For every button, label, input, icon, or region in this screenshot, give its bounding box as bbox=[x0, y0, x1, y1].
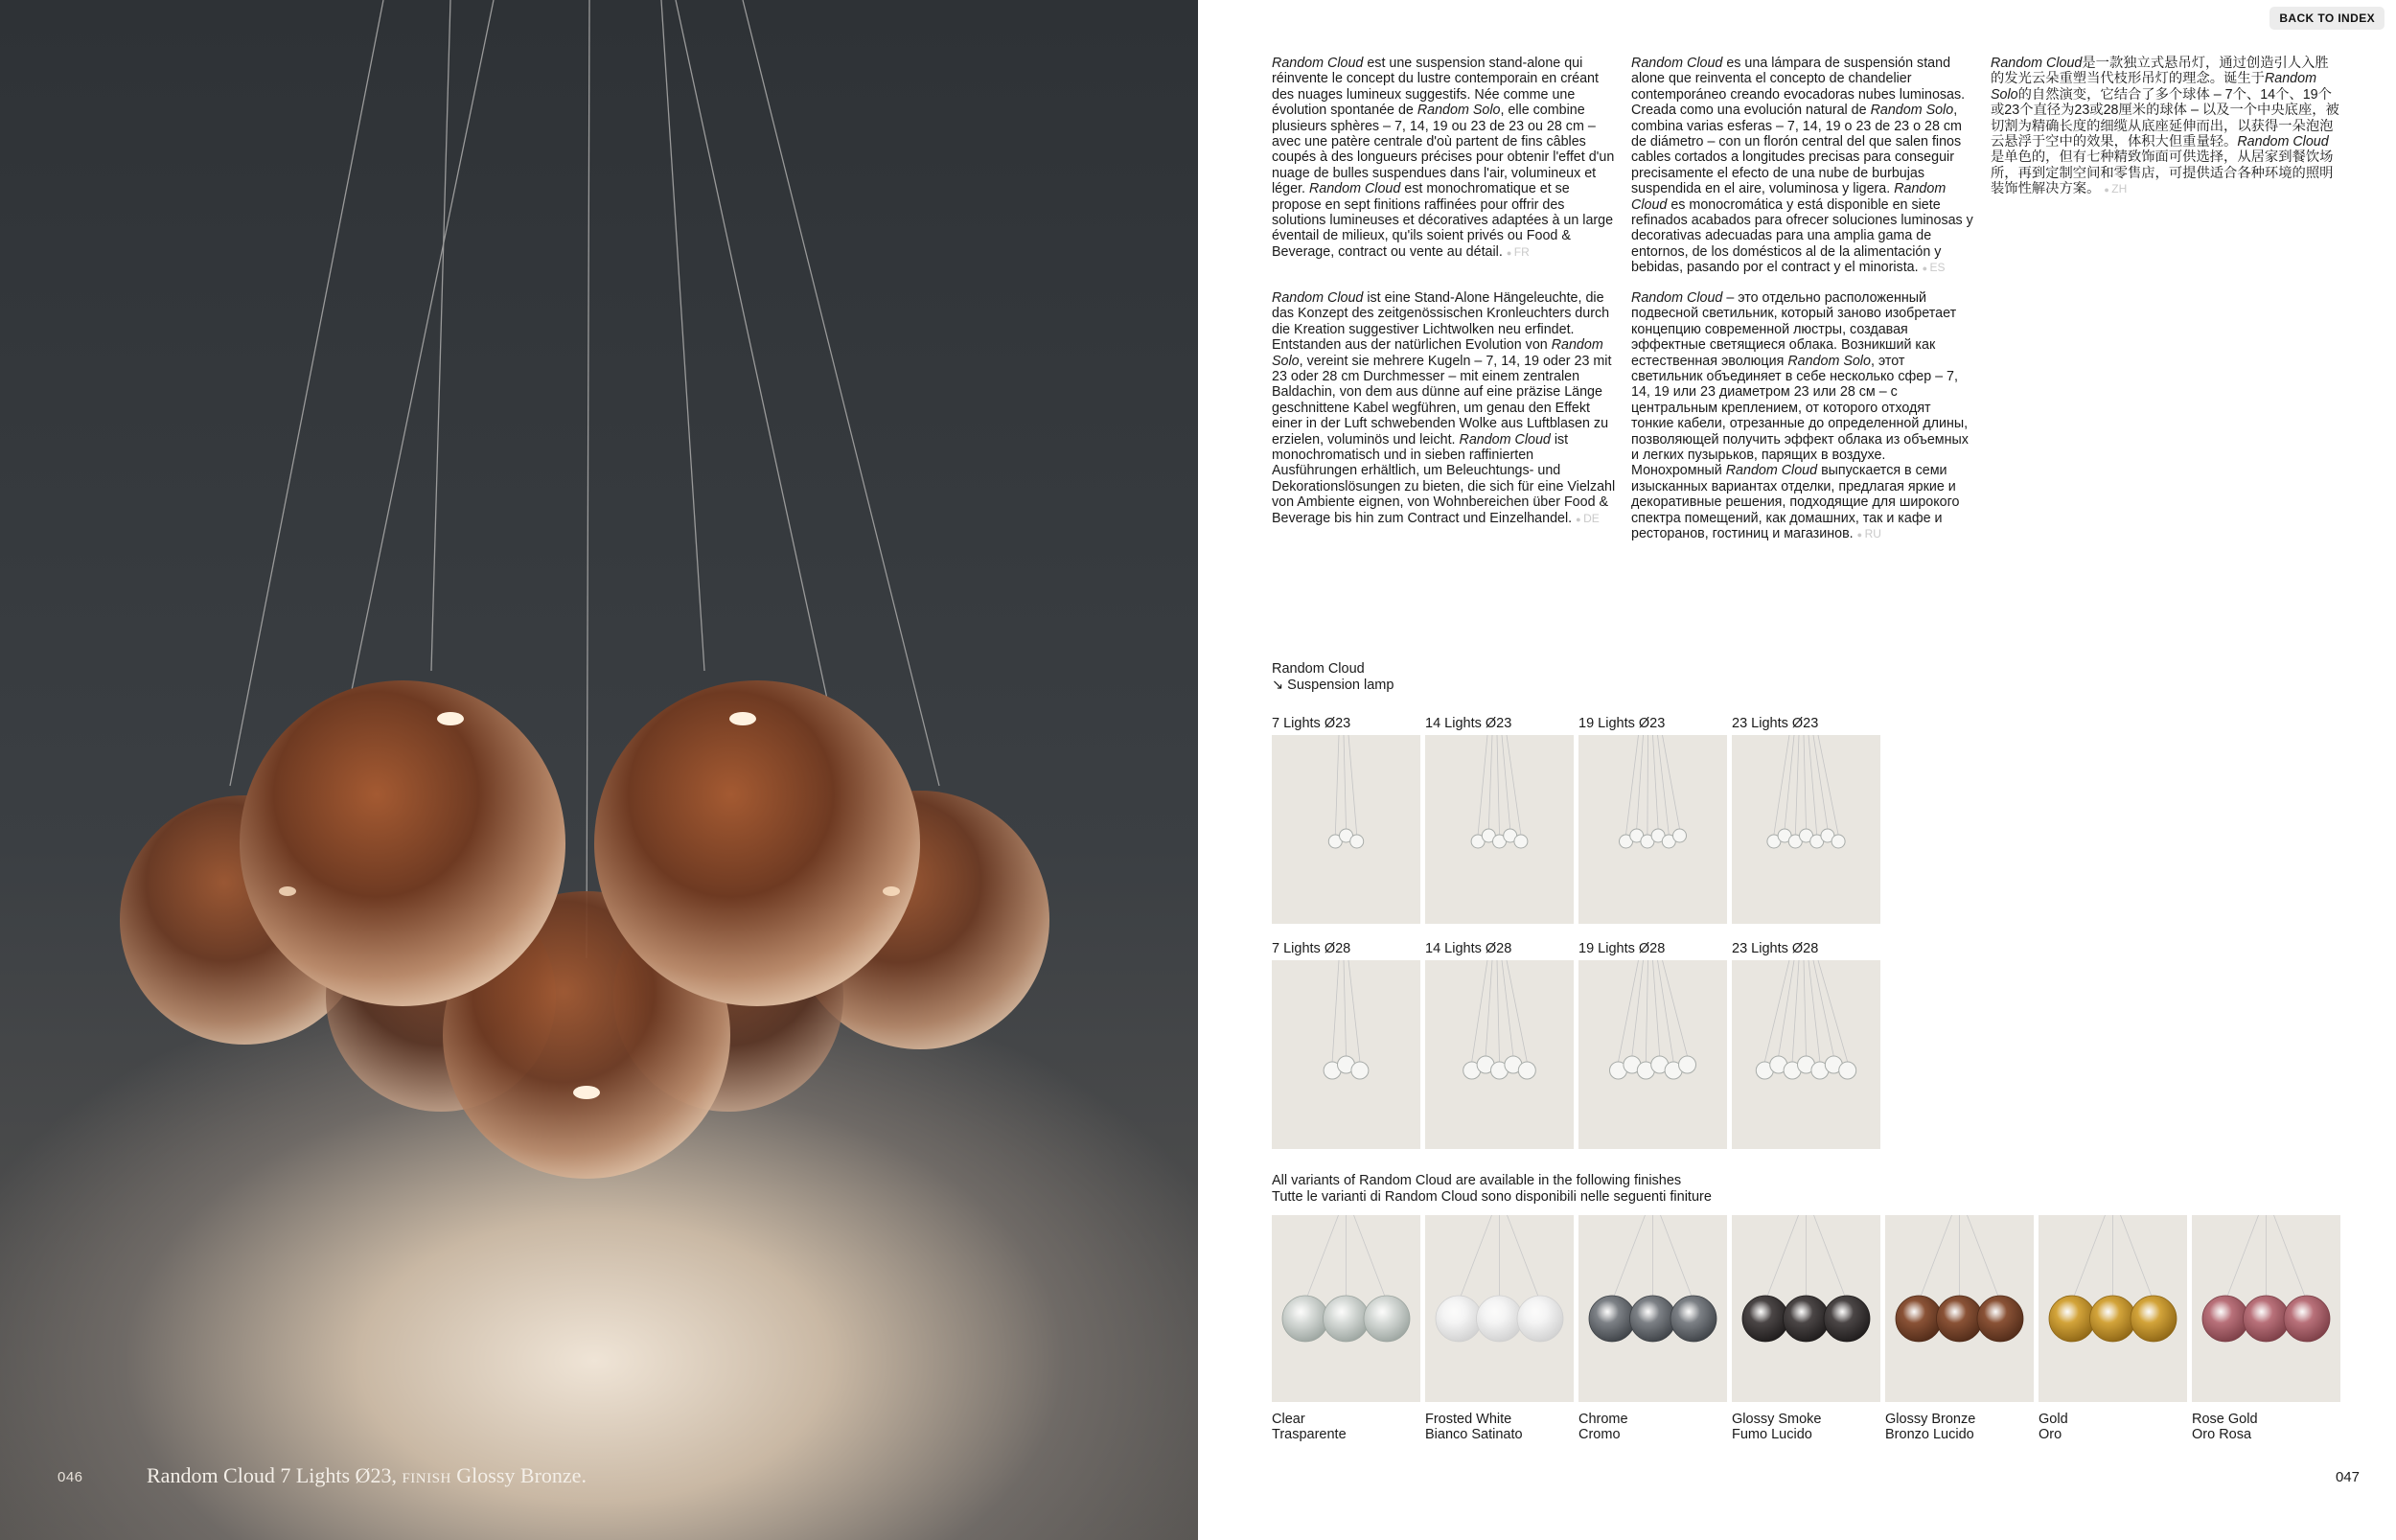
finish-name-it: Oro bbox=[2039, 1427, 2062, 1442]
finish-card[interactable] bbox=[1272, 1215, 1420, 1442]
back-to-index-button[interactable]: BACK TO INDEX bbox=[2269, 7, 2384, 30]
text-body: ist eine Stand-Alone Hängeleuchte, die das Konzept des zeitgenössischen Kronleuchters durch die Kreation suggestiver Lichtwolken neu erfindet. Entstanden aus der natürlichen Evolution von bbox=[1272, 290, 1610, 354]
text-body: est monochromatique et se propose en sept finitions raffinées pour offrir des solutions lumineuses et décoratives adaptées à un large éventail de milieux, qu'ils soient privés ou Food & Beverage, contract ou vente au détail. bbox=[1272, 181, 1614, 260]
text-italic: Random Cloud bbox=[1459, 431, 1551, 448]
text-italic: Random Cloud bbox=[1308, 181, 1401, 197]
caption-finish-label: finish bbox=[402, 1463, 451, 1487]
variant-card[interactable] bbox=[1732, 716, 1880, 924]
variant-photo bbox=[1578, 960, 1727, 1149]
page-number-right: 047 bbox=[2335, 1469, 2360, 1485]
finish-name-en: Glossy Bronze bbox=[1885, 1412, 1976, 1427]
photo-caption bbox=[147, 1463, 587, 1488]
finish-name-en: Chrome bbox=[1578, 1412, 1628, 1427]
text-italic: Random Solo bbox=[1272, 337, 1603, 369]
language-tag: ● RU bbox=[1857, 527, 1881, 540]
language-tag: ● DE bbox=[1576, 512, 1600, 525]
description-es bbox=[1631, 56, 1976, 277]
finish-name-it: Cromo bbox=[1578, 1427, 1621, 1442]
variant-card[interactable] bbox=[1578, 941, 1727, 1149]
finish-name-it: Oro Rosa bbox=[2192, 1427, 2252, 1442]
finish-sphere-sketch bbox=[1578, 1215, 1727, 1402]
text-body: , elle combine plusieurs sphères – 7, 14, 19 ou 23 de 23 ou 28 cm – avec une patère centrale d'où partent de fins câbles coupés à des longueurs précises pour obtenir l'effet d'un nuage de bulles suspendues dans l'air, volumineux et léger. bbox=[1272, 103, 1615, 197]
variant-card[interactable] bbox=[1578, 716, 1727, 924]
text-italic: Random Cloud bbox=[1631, 181, 1947, 213]
finish-card[interactable] bbox=[1732, 1215, 1880, 1442]
variant-photo bbox=[1425, 960, 1574, 1149]
text-italic: Random Cloud bbox=[1991, 56, 2083, 71]
finish-name-it: Bianco Satinato bbox=[1425, 1427, 1523, 1442]
finish-sphere-sketch bbox=[1425, 1215, 1574, 1402]
finish-photo bbox=[1272, 1215, 1420, 1402]
finish-name-en: Glossy Smoke bbox=[1732, 1412, 1822, 1427]
variant-label: 23 Lights Ø28 bbox=[1732, 941, 1819, 956]
variant-card[interactable] bbox=[1272, 716, 1420, 924]
caption-finish-value: Glossy Bronze. bbox=[456, 1463, 587, 1487]
finish-name-it: Fumo Lucido bbox=[1732, 1427, 1812, 1442]
variant-label: 14 Lights Ø23 bbox=[1425, 716, 1512, 731]
variant-lamp-sketch bbox=[1578, 960, 1727, 1149]
text-italic: Random Cloud bbox=[2237, 134, 2329, 150]
product-heading bbox=[1272, 661, 1394, 694]
variant-card[interactable] bbox=[1425, 941, 1574, 1149]
finishes-intro-it: Tutte le varianti di Random Cloud sono disponibili nelle seguenti finiture bbox=[1272, 1189, 1712, 1205]
text-body: , combina varias esferas – 7, 14, 19 o 23 de 23 o 28 cm de diámetro – con un florón central del que salen finos cables cortados a longitudes precisas para conseguir precisamente el efecto de una nube de burbujas suspendida en el aire, voluminosa y ligera. bbox=[1631, 103, 1962, 197]
finish-photo bbox=[2039, 1215, 2187, 1402]
description-de bbox=[1272, 290, 1617, 527]
catalog-page-right bbox=[1198, 0, 2396, 1540]
variant-lamp-sketch bbox=[1425, 735, 1574, 924]
description-fr bbox=[1272, 56, 1617, 261]
finish-name-en: Gold bbox=[2039, 1412, 2068, 1427]
finish-sphere-sketch bbox=[1732, 1215, 1880, 1402]
finish-photo bbox=[2192, 1215, 2340, 1402]
finishes-intro bbox=[1272, 1173, 1712, 1206]
text-body: 的自然演变，它结合了多个球体 – 7个、14个、19个或23个直径为23或28厘米的球体 – 以及一个中央底座，被切割为精确长度的细缆从底座延伸而出，以获得一朵泡泡云悬浮于空中的效果，体积大但重量轻。 bbox=[1991, 86, 2339, 150]
finish-name-en: Rose Gold bbox=[2192, 1412, 2258, 1427]
finish-name-en: Clear bbox=[1272, 1412, 1305, 1427]
finish-card[interactable] bbox=[1578, 1215, 1727, 1442]
variant-card[interactable] bbox=[1732, 941, 1880, 1149]
text-italic: Random Cloud bbox=[1631, 56, 1723, 71]
text-italic: Random Solo bbox=[1870, 103, 1954, 119]
text-body: es monocromática y está disponible en siete refinados acabados para ofrecer soluciones luminosas y decorativas adecuadas para una amplia gama de entornos, de los domésticos al de la alimentación y bebidas, pasando por el contract y el minorista. bbox=[1631, 196, 1973, 276]
finish-photo bbox=[1425, 1215, 1574, 1402]
text-italic: Random Solo bbox=[1991, 71, 2316, 103]
variant-photo bbox=[1272, 735, 1420, 924]
variant-card[interactable] bbox=[1425, 716, 1574, 924]
finish-card[interactable] bbox=[2039, 1215, 2187, 1442]
variant-lamp-sketch bbox=[1732, 735, 1880, 924]
text-body: выпускается в семи изысканных вариантах отделки, предлагая яркие и декоративные решения, подходящие для широкого спектра помещений, как домашних, так и кафе и ресторанов, гостиниц и магазинов. bbox=[1631, 463, 1960, 542]
product-type: ↘ Suspension lamp bbox=[1272, 678, 1394, 693]
variant-lamp-sketch bbox=[1272, 735, 1420, 924]
page-number-left: 046 bbox=[58, 1469, 83, 1485]
variant-label: 14 Lights Ø28 bbox=[1425, 941, 1512, 956]
product-name: Random Cloud bbox=[1272, 661, 1365, 677]
variant-lamp-sketch bbox=[1272, 960, 1420, 1149]
variant-lamp-sketch bbox=[1425, 960, 1574, 1149]
text-body: , этот светильник объединяет в себе несколько сфер – 7, 14, 19 или 23 диаметром 23 или 28 см – с центральным креплением, от которого отходят тонкие кабели, отрезанные до определенной длины, позволяющей получить эффект облака из объемных и легких пузырьков, парящих в воздухе. Монохромный bbox=[1631, 353, 1969, 479]
language-tag: ● ES bbox=[1923, 261, 1946, 274]
finish-name-en: Frosted White bbox=[1425, 1412, 1512, 1427]
finish-card[interactable] bbox=[1885, 1215, 2034, 1442]
description-ru bbox=[1631, 290, 1976, 543]
caption-name: Random Cloud 7 Lights Ø23, bbox=[147, 1463, 397, 1487]
finish-card[interactable] bbox=[2192, 1215, 2340, 1442]
text-body: 是单色的，但有七种精致饰面可供选择，从居家到餐饮场所，再到定制空间和零售店，可提供适合各种环境的照明装饰性解决方案。 bbox=[1991, 149, 2334, 197]
variant-label: 7 Lights Ø28 bbox=[1272, 941, 1351, 956]
language-tag: ● ZH bbox=[2104, 182, 2127, 195]
text-italic: Random Cloud bbox=[1631, 290, 1723, 306]
variant-photo bbox=[1272, 960, 1420, 1149]
finish-sphere-sketch bbox=[1272, 1215, 1420, 1402]
text-body: ist monochromatisch und in sieben raffinierten Ausführungen erhältlich, um Beleuchtungs- und Dekorationslösungen zu bieten, die sich für eine Vielzahl von Ambiente eignen, von Wohnbereichen über Food & Beverage bis hin zum Contract und Einzelhandel. bbox=[1272, 431, 1616, 526]
finish-sphere-sketch bbox=[2039, 1215, 2187, 1402]
text-body: es una lámpara de suspensión stand alone que reinventa el concepto de chandelier contemporáneo creando evocadoras nubes luminosas. Creada como una evolución natural de bbox=[1631, 56, 1966, 119]
finish-sphere-sketch bbox=[2192, 1215, 2340, 1402]
finishes-intro-en: All variants of Random Cloud are available in the following finishes bbox=[1272, 1173, 1682, 1188]
variant-label: 19 Lights Ø28 bbox=[1578, 941, 1666, 956]
finish-sphere-sketch bbox=[1885, 1215, 2034, 1402]
description-zh bbox=[1991, 56, 2340, 198]
finish-photo bbox=[1885, 1215, 2034, 1402]
text-italic: Random Solo bbox=[1787, 353, 1871, 369]
variant-label: 7 Lights Ø23 bbox=[1272, 716, 1351, 731]
variant-lamp-sketch bbox=[1578, 735, 1727, 924]
text-italic: Random Cloud bbox=[1272, 290, 1364, 306]
finish-photo bbox=[1732, 1215, 1880, 1402]
variant-card[interactable] bbox=[1272, 941, 1420, 1149]
variant-label: 23 Lights Ø23 bbox=[1732, 716, 1819, 731]
text-body: 是一款独立式悬吊灯，通过创造引人入胜的发光云朵重塑当代枝形吊灯的理念。诞生于 bbox=[1991, 56, 2329, 87]
bronze-spheres bbox=[120, 680, 1049, 1179]
text-italic: Random Solo bbox=[1417, 103, 1501, 119]
language-tag: ● FR bbox=[1507, 245, 1530, 259]
finish-name-it: Bronzo Lucido bbox=[1885, 1427, 1974, 1442]
finish-name-it: Trasparente bbox=[1272, 1427, 1347, 1442]
text-italic: Random Cloud bbox=[1725, 463, 1818, 479]
variant-photo bbox=[1425, 735, 1574, 924]
text-body: est une suspension stand-alone qui réinvente le concept du lustre contemporain en créant des nuages lumineux suggestifs. Née comme une évolution spontanée de bbox=[1272, 56, 1599, 119]
variant-photo bbox=[1732, 960, 1880, 1149]
variant-photo bbox=[1732, 735, 1880, 924]
variant-label: 19 Lights Ø23 bbox=[1578, 716, 1666, 731]
finish-photo bbox=[1578, 1215, 1727, 1402]
text-italic: Random Cloud bbox=[1272, 56, 1364, 71]
text-body: , vereint sie mehrere Kugeln – 7, 14, 19 oder 23 mit 23 oder 28 cm Durchmesser – mit einem zentralen Baldachin, von dem aus dünne auf eine präzise Länge geschnittene Kabel wegführen, um genau den Effekt einer in der Luft schwebenden Wolke aus Luftblasen zu erzielen, voluminös und leicht. bbox=[1272, 353, 1612, 448]
text-body: – это отдельно расположенный подвесной светильник, который заново изобретает концепцию современной люстры, создавая эффектные светящиеся облака. Возникший как естественная эволюция bbox=[1631, 290, 1957, 369]
variant-lamp-sketch bbox=[1732, 960, 1880, 1149]
variant-photo bbox=[1578, 735, 1727, 924]
finish-card[interactable] bbox=[1425, 1215, 1574, 1442]
